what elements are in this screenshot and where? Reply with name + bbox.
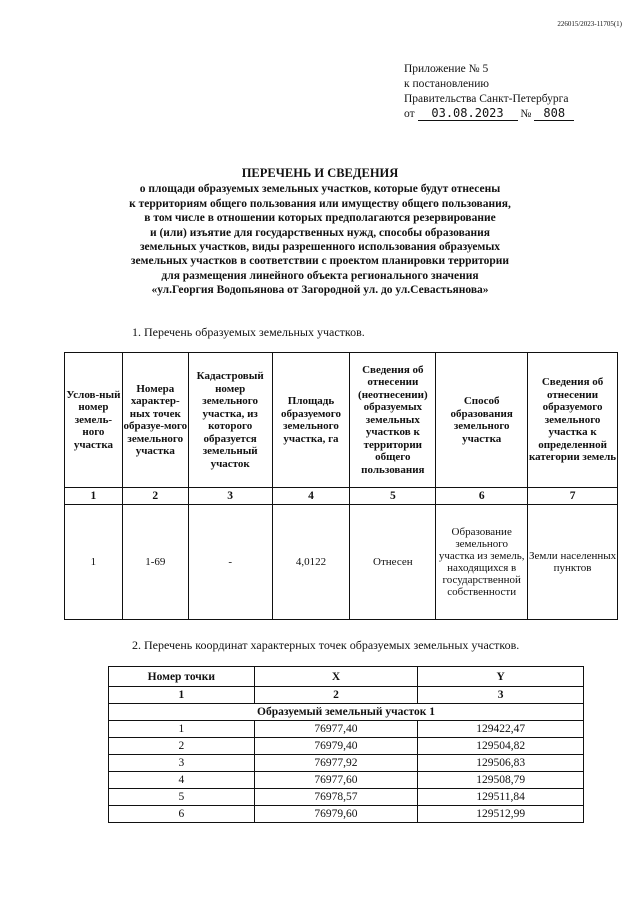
- from-label: от: [404, 108, 415, 120]
- header-point-number: Номер точки: [109, 667, 255, 687]
- point-number: 2: [109, 738, 255, 755]
- point-number: 5: [109, 789, 255, 806]
- y-coordinate: 129422,47: [418, 721, 584, 738]
- x-coordinate: 76979,40: [254, 738, 418, 755]
- header-x: X: [254, 667, 418, 687]
- resolution-number: 808: [534, 107, 574, 121]
- y-coordinate: 129504,82: [418, 738, 584, 755]
- column-number: 6: [436, 488, 528, 505]
- y-coordinate: 129511,84: [418, 789, 584, 806]
- group-row: [109, 704, 584, 721]
- plot-area: 4,0122: [272, 505, 350, 620]
- column-number: 1: [65, 488, 123, 505]
- document-title: [120, 166, 520, 298]
- land-category: Земли населенных пунктов: [528, 505, 618, 620]
- y-coordinate: 129512,99: [418, 806, 584, 823]
- x-coordinate: 76977,40: [254, 721, 418, 738]
- land-plots-table: [64, 352, 618, 620]
- title-heading: ПЕРЕЧЕНЬ И СВЕДЕНИЯ: [241, 166, 399, 180]
- column-number: 2: [254, 687, 418, 704]
- section-2-title: 2. Перечень координат характерных точек образуемых земельных участков.: [132, 638, 520, 652]
- column-number: 3: [188, 488, 272, 505]
- column-number: 1: [109, 687, 255, 704]
- column-number: 4: [272, 488, 350, 505]
- title-line: земельных участков в соответствии с проектом планировки территории: [130, 255, 510, 268]
- title-line: «ул.Георгия Водопьянова от Загородной ул. до ул.Севастьянова»: [151, 284, 489, 297]
- title-line: о площади образуемых земельных участков, которые будут отнесены: [139, 183, 501, 196]
- table-row: [109, 789, 584, 806]
- point-number: 6: [109, 806, 255, 823]
- cadastral-number: -: [188, 505, 272, 620]
- header-area: Площадь образуемого земельного участка, га: [272, 353, 350, 488]
- header-public-use: Сведения об отнесении (неотнесении) образуемых земельных участков к территории общего пользования: [350, 353, 436, 488]
- table-header-row: [65, 353, 618, 488]
- header-y: Y: [418, 667, 584, 687]
- y-coordinate: 129506,83: [418, 755, 584, 772]
- number-label: №: [520, 108, 532, 120]
- x-coordinate: 76977,92: [254, 755, 418, 772]
- column-number: 7: [528, 488, 618, 505]
- title-line: и (или) изъятие для государственных нужд, способы образования: [149, 226, 491, 239]
- title-line: к территориям общего пользования или имуществу общего пользования,: [129, 197, 511, 210]
- formation-method: Образование земельного участка из земель, находящихся в государственной собственности: [436, 505, 528, 620]
- header-land-category: Сведения об отнесении образуемого земельного участка к определенной категории земель: [528, 353, 618, 488]
- annex-line-2: к постановлению: [404, 78, 489, 90]
- x-coordinate: 76978,57: [254, 789, 418, 806]
- header-plot-number: Услов-ный номер земель-ного участка: [65, 353, 123, 488]
- column-number-row: [65, 488, 618, 505]
- title-line: для размещения линейного объекта регионального значения: [161, 269, 479, 282]
- resolution-date: 03.08.2023: [418, 107, 518, 121]
- x-coordinate: 76979,60: [254, 806, 418, 823]
- annex-line-3: Правительства Санкт-Петербурга: [404, 93, 569, 105]
- column-number: 5: [350, 488, 436, 505]
- header-formation-method: Способ образования земельного участка: [436, 353, 528, 488]
- column-number-row: [109, 687, 584, 704]
- plot-number: 1: [65, 505, 123, 620]
- annex-date-line: [404, 107, 574, 122]
- public-use-status: Отнесен: [350, 505, 436, 620]
- title-line: земельных участков, виды разрешенного использования образуемых: [139, 241, 501, 254]
- point-number: 3: [109, 755, 255, 772]
- column-number: 2: [122, 488, 188, 505]
- title-line: в том числе в отношении которых предполагаются резервирование: [144, 212, 496, 225]
- point-range: 1-69: [122, 505, 188, 620]
- annex-block: [404, 62, 574, 122]
- column-number: 3: [418, 687, 584, 704]
- point-number: 4: [109, 772, 255, 789]
- section-1-title: 1. Перечень образуемых земельных участков.: [132, 325, 365, 339]
- table-row: [109, 721, 584, 738]
- registration-number: 226015/2023-11705(1): [557, 20, 622, 28]
- table-row: [65, 505, 618, 620]
- table-row: [109, 755, 584, 772]
- x-coordinate: 76977,60: [254, 772, 418, 789]
- header-cadastral-number: Кадастровый номер земельного участка, из которого образуется земельный участок: [188, 353, 272, 488]
- table-row: [109, 738, 584, 755]
- annex-title: Приложение № 5: [404, 63, 489, 75]
- y-coordinate: 129508,79: [418, 772, 584, 789]
- point-number: 1: [109, 721, 255, 738]
- table-row: [109, 806, 584, 823]
- table-row: [109, 772, 584, 789]
- header-point-numbers: Номера характер-ных точек образуе-мого земельного участка: [122, 353, 188, 488]
- coordinates-table: [108, 666, 584, 823]
- table-header-row: [109, 667, 584, 687]
- group-title: Образуемый земельный участок 1: [109, 704, 584, 721]
